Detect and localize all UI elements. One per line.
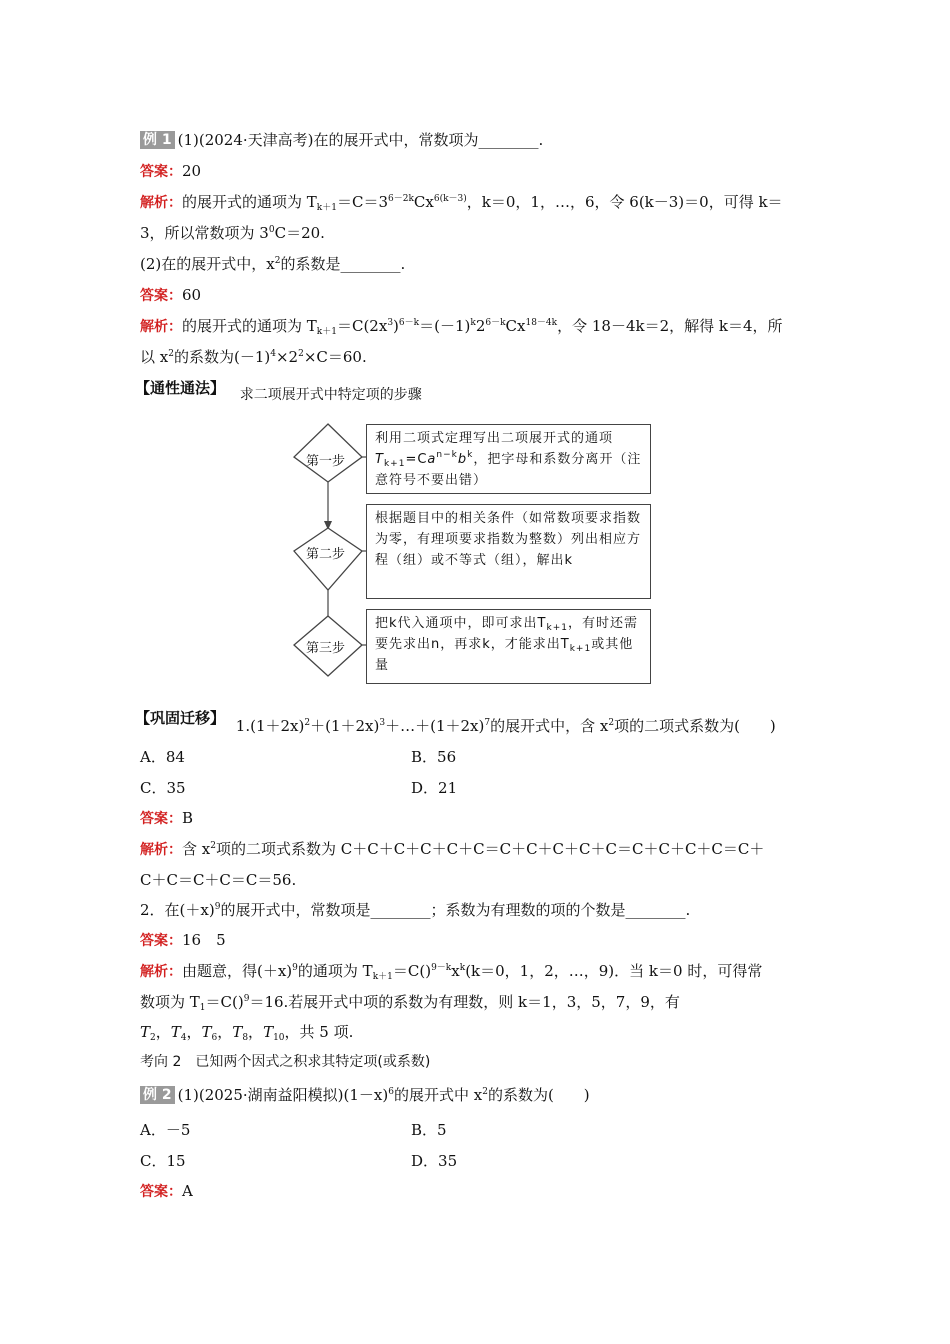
section2-title: 考向 2 已知两个因式之积求其特定项(或系数) bbox=[140, 1054, 431, 1070]
example1-analysis2-line1: 解析：的展开式的通项为 $T_{k+1}=C(2x^3)^{6-k}=(-1)^k2^{6-k}Cx^{18-4k}$，令 18－4k＝2，解得 k＝4，所 bbox=[140, 317, 783, 337]
example2-option-d: D．35 bbox=[411, 1152, 458, 1170]
example2-answer: 答案：A bbox=[140, 1182, 193, 1200]
practice1-option-a: A．84 bbox=[140, 748, 185, 766]
practice-question1: 【巩固迁移】 $1.(1+2x)^2+(1+2x)^3+\dots+(1+2x)^7$的展开式中，含 $x^2$项的二项式系数为( ) bbox=[135, 709, 776, 735]
practice2-analysis-line3: $T_2$，$T_4$，$T_6$，$T_8$，$T_{10}$，共 5 项. bbox=[140, 1023, 354, 1043]
step2-box: 根据题目中的相关条件（如常数项要求指数为零，有理项要求指数为整数）列出相应方程（组）或不等式（组），解出k bbox=[366, 504, 651, 599]
example1-analysis-line1: 解析：的展开式的通项为 $T_{k+1}=C=3^{6-2k}Cx^{6(k-3)}$，k＝0，1，…，6，令 6(k－3)＝0，可得 k＝ bbox=[140, 193, 783, 213]
example1-analysis-line2: 3，所以常数项为 $3^0C=20$. bbox=[140, 224, 325, 242]
practice1-option-c: C．35 bbox=[140, 779, 186, 797]
practice1-answer: 答案：B bbox=[140, 809, 194, 827]
example1-question2: (2)在的展开式中，$x^2$的系数是________. bbox=[140, 255, 406, 273]
example2-question: 例 2 (1)(2025·湖南益阳模拟)$(1-x)^6$的展开式中 $x^2$的系数为( ) bbox=[140, 1085, 590, 1105]
method-title: 求二项展开式中特定项的步骤 bbox=[239, 387, 422, 403]
practice2-analysis-line1: 解析：由题意，得$(+x)^9$的通项为 $T_{k+1}=C()^{9-k}x^k(k=0$，1，2，…，9)．当 k＝0 时，可得常 bbox=[140, 962, 763, 982]
practice2-analysis-line2: 数项为 $T_1=C()^9=16$.若展开式中项的系数为有理数，则 k＝1，3，5，7，9，有 bbox=[140, 993, 680, 1013]
example2-tag: 例 2 bbox=[140, 1086, 175, 1104]
step3-label: 第三步 bbox=[306, 641, 346, 656]
practice1-option-b: B．56 bbox=[411, 748, 457, 766]
practice1-analysis-line2: C＋C＝C＋C＝C＝56. bbox=[140, 871, 297, 889]
practice2-answer: 答案：16 5 bbox=[140, 931, 226, 949]
method-label: 【通性通法】 bbox=[135, 379, 226, 397]
practice1-option-d: D．21 bbox=[411, 779, 458, 797]
example1-answer: 答案：20 bbox=[140, 162, 202, 180]
step1-label: 第一步 bbox=[306, 454, 346, 469]
example1-question: 例 1 (1)(2024·天津高考)在的展开式中，常数项为________. bbox=[140, 130, 543, 150]
example2-option-b: B．5 bbox=[411, 1121, 447, 1139]
method-heading bbox=[135, 378, 422, 403]
practice-label: 【巩固迁移】 bbox=[135, 709, 226, 727]
example2-option-c: C．15 bbox=[140, 1152, 186, 1170]
practice-question2: 2．在$(+x)^9$的展开式中，常数项是________；系数为有理数的项的个数是________. bbox=[140, 901, 691, 919]
step3-box: 把k代入通项中，即可求出$T_{k+1}$，有时还需要先求出n，再求k，才能求出$T_{k+1}$或其他量 bbox=[366, 609, 651, 684]
practice1-analysis-line1: 解析：含 $x^2$项的二项式系数为 C＋C＋C＋C＋C＋C＝C＋C＋C＋C＋C＝C＋C＋C＋C＝C＋ bbox=[140, 840, 765, 858]
step2-label: 第二步 bbox=[306, 547, 346, 562]
example1-analysis2-line2: 以 $x^2$的系数为$(-1)^4\times 2^2\times C=60$. bbox=[140, 348, 367, 366]
step1-box: 利用二项式定理写出二项展开式的通项 $T_{k+1}=Ca^{n-k}b^k$，把字母和系数分离开（注 意符号不要出错） bbox=[366, 424, 651, 494]
example2-option-a: A．－5 bbox=[140, 1121, 191, 1139]
example1-answer2: 答案：60 bbox=[140, 286, 202, 304]
example1-tag: 例 1 bbox=[140, 131, 175, 149]
